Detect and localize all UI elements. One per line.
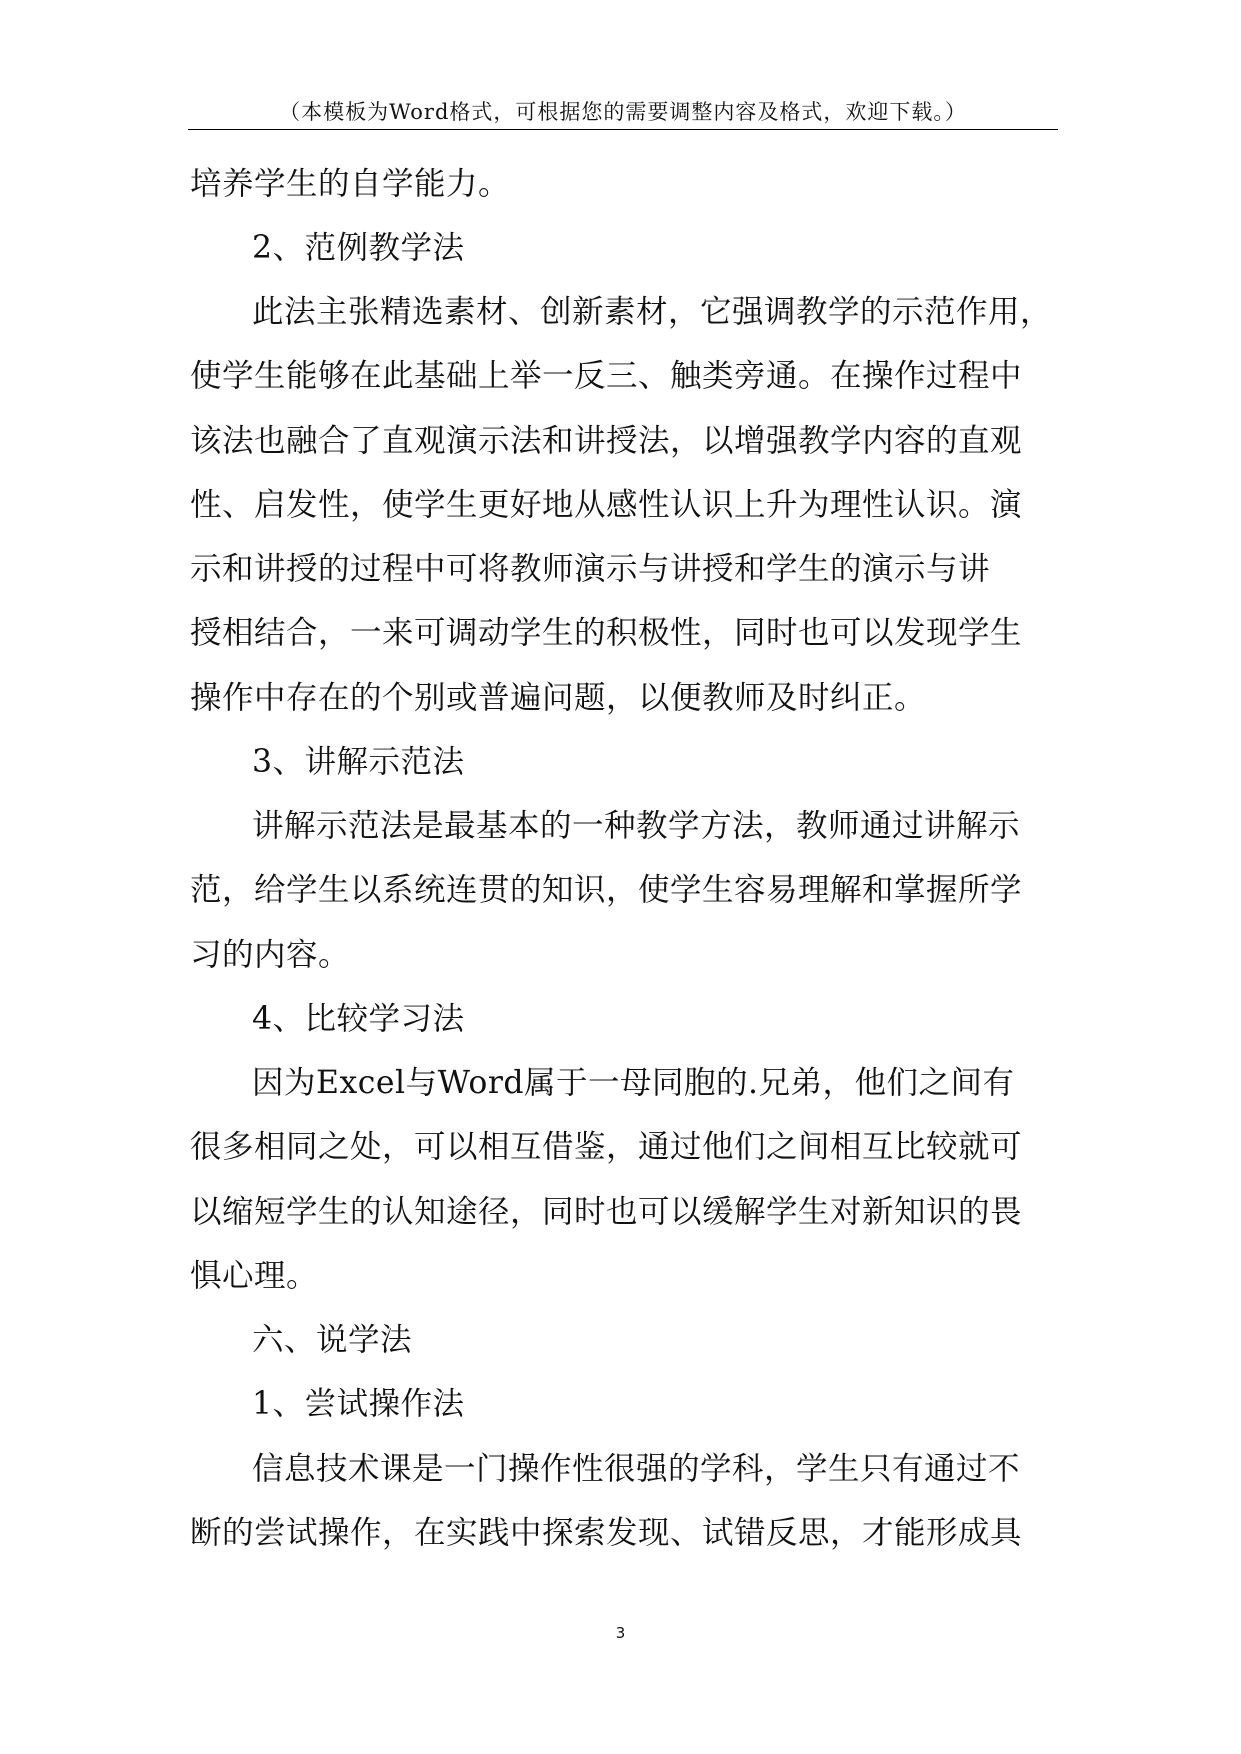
body-line: 该法也融合了直观演示法和讲授法，以增强教学内容的直观 (190, 423, 1023, 459)
body-line: 示和讲授的过程中可将教师演示与讲授和学生的演示与讲 (190, 551, 991, 587)
body-line: 讲解示范法是最基本的一种教学方法，教师通过讲解示 (252, 808, 1021, 844)
header-divider (188, 129, 1058, 130)
body-line: 以缩短学生的认知途径，同时也可以缓解学生对新知识的畏 (190, 1194, 1023, 1230)
body-line: 惧心理。 (190, 1258, 319, 1294)
body-line: 因为Excel与Word属于一母同胞的.兄弟，他们之间有 (252, 1065, 1015, 1101)
body-line: 使学生能够在此基础上举一反三、触类旁通。在操作过程中 (190, 358, 1023, 394)
body-line: 习的内容。 (190, 937, 351, 973)
page-header-note: （本模板为Word格式，可根据您的需要调整内容及格式，欢迎下载。） (279, 100, 967, 124)
section-heading: 4、比较学习法 (252, 1001, 465, 1037)
body-line: 此法主张精选素材、创新素材，它强调教学的示范作用， (252, 294, 1053, 330)
section-heading: 3、讲解示范法 (252, 744, 465, 780)
body-line: 操作中存在的个别或普遍问题，以便教师及时纠正。 (190, 680, 927, 716)
section-heading: 1、尝试操作法 (252, 1386, 465, 1422)
body-line: 信息技术课是一门操作性很强的学科，学生只有通过不 (252, 1451, 1021, 1487)
body-line: 授相结合，一来可调动学生的积极性，同时也可以发现学生 (190, 615, 1023, 651)
body-line: 范，给学生以系统连贯的知识，使学生容易理解和掌握所学 (190, 872, 1023, 908)
page-number: 3 (615, 1624, 626, 1642)
body-line: 很多相同之处，可以相互借鉴，通过他们之间相互比较就可 (190, 1129, 1023, 1165)
body-line: 性、启发性，使学生更好地从感性认识上升为理性认识。演 (190, 487, 1023, 523)
body-line: 培养学生的自学能力。 (190, 166, 511, 202)
body-line: 断的尝试操作，在实践中探索发现、试错反思，才能形成具 (190, 1515, 1023, 1551)
section-heading: 2、范例教学法 (252, 230, 465, 266)
section-heading: 六、说学法 (252, 1322, 413, 1358)
